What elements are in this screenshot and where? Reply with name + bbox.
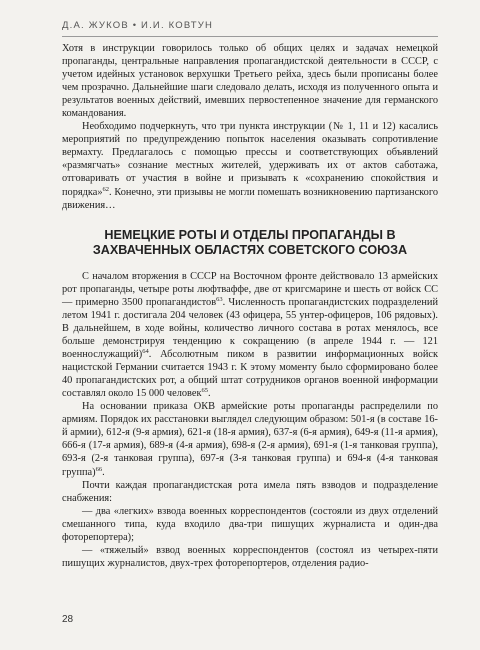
- body-paragraph: Необходимо подчеркнуть, что три пункта инструкции (№ 1, 11 и 12) касались мероприятий по предупреждению попыток населения оказывать сопротивление вермахту. Предлагалось с помощью прессы и соответствующих объявлений «размягчать» сознание местных жителей, удерживать их от актов саботажа, отговаривать от участия в войне и призывать к «сохранению спокойствия и порядка»$^{62}$. Конечно, эти призывы не могли помешать возникновению партизанского движения…: [62, 121, 438, 211]
- footnote-ref[interactable]: 66: [95, 465, 103, 473]
- footnote-ref[interactable]: 63: [216, 295, 223, 303]
- body-paragraph: С началом вторжения в СССР на Восточном фронте действовало 13 армейских рот пропаганды, четыре роты люфтваффе, две от кригсмарине и шесть от войск СС — примерно 3500 пропагандистов$^{63}$. Численность пропагандистских подразделений летом 1941 г. достигала 204 человек (43 офицера, 55 унтер-офицеров, 106 рядовых). В дальнейшем, в ходе войны, количество личного состава в ротах менялось, все больше демонстрируя тенденцию к сокращению (в апреле 1944 г. — 121 военнослужащий)$^{64}$. Абсолютным пиком в развитии информационных войск нацистской Германии считается 1943 г. К этому моменту было сформировано более 40 пропагандистских рот, а общий штат сотрудников органов военной информации составлял около 15 000 человек$^{65}$.: [62, 270, 438, 400]
- running-head: Д.А. ЖУКОВ • И.И. КОВТУН: [62, 20, 214, 31]
- page-body: [62, 42, 438, 570]
- body-paragraph: На основании приказа ОКВ армейские роты пропаганды распределили по армиям. Порядок их расстановки выглядел следующим образом: 501-я (в составе 16-й армии), 612-я (9-я армия), 621-я (18-я армия), 637-я (6-я армия), 649-я (11-я армия), 666-я (17-я армия), 689-я (4-я армия), 698-я (2-я армия), 691-я (1-я танковая группа), 693-я (2-я танковая группа), 697-я (3-я танковая группа) и 694-я (4-я танковая группа)$^{66}$.: [62, 401, 438, 478]
- page-number: 28: [62, 614, 74, 625]
- list-item-paragraph: — два «легких» взвода военных корреспондентов (состояли из двух отделений смешанного типа, куда входило два-три пишущих журналиста и один-два фоторепортера);: [62, 505, 438, 543]
- list-item-paragraph: — «тяжелый» взвод военных корреспондентов (состоял из четырех-пяти пишущих журналистов, двух-трех фоторепортеров, отделения радио-: [62, 544, 438, 569]
- body-paragraph: Почти каждая пропагандистская рота имела пять взводов и подразделение снабжения:: [62, 479, 438, 504]
- footnote-ref[interactable]: 65: [201, 387, 208, 395]
- header-rule: [62, 36, 438, 37]
- footnote-ref[interactable]: 62: [102, 185, 110, 193]
- section-title: НЕМЕЦКИЕ РОТЫ И ОТДЕЛЫ ПРОПАГАНДЫ В ЗАХВАЧЕННЫХ ОБЛАСТЯХ СОВЕТСКОГО СОЮЗА: [92, 227, 408, 258]
- body-paragraph: Хотя в инструкции говорилось только об общих целях и задачах немецкой пропаганды, центральные направления пропагандистской деятельности в СССР, с учетом идейных установок верхушки Третьего рейха, здесь были прописаны более чем прозрачно. Дальнейшие шаги следовало делать, исходя из полученного опыта и результатов военных действий, имевших первостепенное значение для германского командования.: [62, 43, 438, 120]
- footnote-ref[interactable]: 64: [142, 348, 149, 356]
